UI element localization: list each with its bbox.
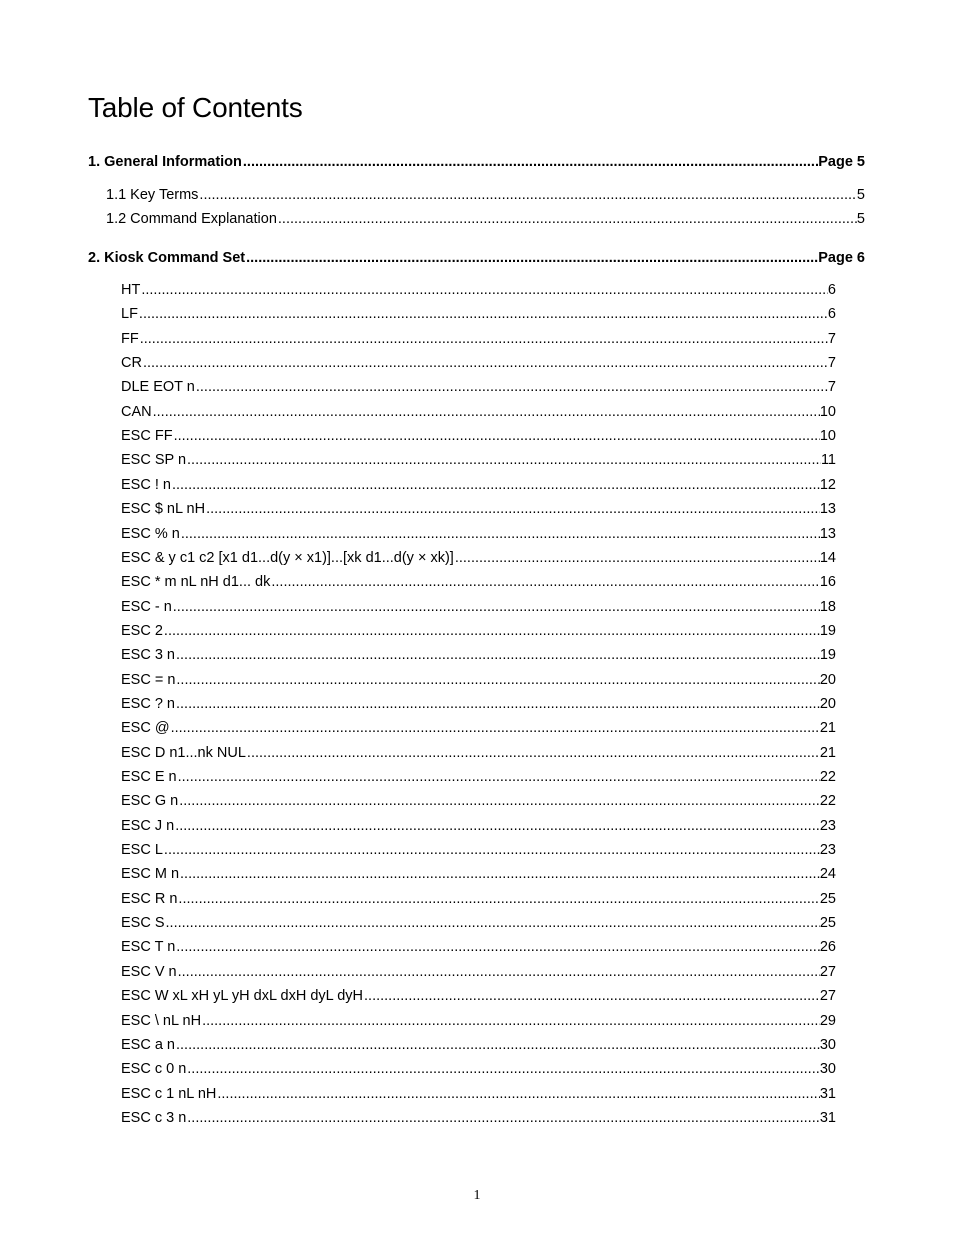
toc-entry-page: 7 [827, 355, 836, 371]
toc-entry-row[interactable] [121, 476, 836, 494]
toc-entry-page: 18 [819, 599, 836, 615]
toc-entry-page: 22 [819, 793, 836, 809]
toc-entry-page: 6 [827, 306, 836, 322]
toc-entry-label: ESC % n [121, 526, 180, 542]
toc-entry-label: CAN [121, 404, 152, 420]
toc-entry-page: 30 [819, 1061, 836, 1077]
toc-entry-page: 27 [819, 988, 836, 1004]
toc-section-page: Page 6 [818, 250, 865, 266]
leader-dots [171, 476, 820, 494]
leader-dots [186, 1060, 820, 1078]
leader-dots [198, 186, 857, 204]
toc-entry-page: 20 [819, 672, 836, 688]
leader-dots [245, 249, 818, 267]
toc-entry-page: 19 [819, 623, 836, 639]
leader-dots [172, 598, 820, 616]
toc-entry-label: ESC S [121, 915, 165, 931]
leader-dots [454, 549, 820, 567]
toc-entry-row[interactable] [121, 573, 836, 591]
leader-dots [205, 500, 820, 518]
toc-entry-page: 14 [819, 550, 836, 566]
toc-entry-row[interactable] [121, 914, 836, 932]
leader-dots [175, 695, 820, 713]
toc-entry-label: ESC a n [121, 1037, 175, 1053]
toc-entry-label: ESC T n [121, 939, 176, 955]
page-title: Table of Contents [88, 92, 303, 123]
toc-entry-label: ESC SP n [121, 452, 187, 468]
toc-entry-row[interactable] [121, 646, 836, 664]
leader-dots [186, 451, 821, 469]
leader-dots [174, 817, 820, 835]
leader-dots [201, 1012, 820, 1030]
toc-entry-row[interactable] [121, 719, 836, 737]
toc-entry-label: ESC @ [121, 720, 170, 736]
toc-entry-page: 11 [820, 452, 836, 468]
toc-entry-row[interactable] [121, 817, 836, 835]
leader-dots [277, 210, 857, 228]
toc-entry-page: 26 [819, 939, 836, 955]
leader-dots [170, 719, 820, 737]
leader-dots [177, 963, 820, 981]
toc-entry-page: 13 [819, 501, 836, 517]
toc-entry-row[interactable] [121, 1012, 836, 1030]
toc-entry-label: ESC E n [121, 769, 177, 785]
toc-entry-page: 25 [819, 891, 836, 907]
toc-entry-label: ESC c 3 n [121, 1110, 187, 1126]
toc-entry-page: 13 [819, 526, 836, 542]
toc-entry-label: ESC * m nL nH d1... dk [121, 574, 271, 590]
toc-entry-page: 5 [856, 211, 865, 227]
toc-entry-row[interactable] [121, 403, 836, 421]
toc-entry-row[interactable] [121, 865, 836, 883]
toc-entry-label: 1.2 Command Explanation [106, 211, 277, 227]
leader-dots [163, 622, 820, 640]
leader-dots [139, 330, 828, 348]
toc-entry-label: ESC 3 n [121, 647, 175, 663]
toc-entry-label: ESC & y c1 c2 [x1 d1...d(y × x1)]...[xk d1...d(y × xk)] [121, 550, 454, 566]
page-number: 1 [473, 1188, 481, 1203]
leader-dots [175, 671, 819, 689]
leader-dots [179, 865, 820, 883]
leader-dots [216, 1085, 819, 1103]
toc-section-page: Page 5 [818, 154, 865, 170]
toc-entry-label: ESC $ nL nH [121, 501, 206, 517]
leader-dots [178, 792, 820, 810]
leader-dots [242, 153, 818, 171]
toc-entry-label: ESC G n [121, 793, 179, 809]
toc-entry-row[interactable] [106, 210, 865, 228]
leader-dots [175, 938, 820, 956]
leader-dots [270, 573, 819, 591]
leader-dots [142, 354, 828, 372]
toc-entry-row[interactable] [121, 525, 836, 543]
toc-entry-page: 10 [819, 428, 836, 444]
toc-entry-label: ESC - n [121, 599, 172, 615]
toc-entry-row[interactable] [121, 938, 836, 956]
toc-entry-label: ESC R n [121, 891, 178, 907]
toc-entry-row[interactable] [121, 987, 836, 1005]
toc-entry-label: ESC D n1...nk NUL [121, 745, 246, 761]
toc-entry-page: 30 [819, 1037, 836, 1053]
leader-dots [175, 1036, 820, 1054]
toc-entry-page: 7 [827, 379, 836, 395]
toc-entry-row[interactable] [121, 963, 836, 981]
toc-entry-page: 7 [827, 331, 836, 347]
toc-entry-label: CR [121, 355, 142, 371]
toc-entry-label: ESC ! n [121, 477, 171, 493]
leader-dots [173, 427, 820, 445]
toc-entry-label: ESC 2 [121, 623, 163, 639]
toc-section-row[interactable] [88, 153, 865, 171]
leader-dots [175, 646, 820, 664]
toc-entry-page: 5 [856, 187, 865, 203]
toc-entry-row[interactable] [121, 500, 836, 518]
toc-entry-page: 21 [819, 745, 836, 761]
toc-entry-page: 23 [819, 818, 836, 834]
toc-entry-label: ESC V n [121, 964, 177, 980]
toc-entry-row[interactable] [121, 1109, 836, 1127]
toc-entry-label: LF [121, 306, 138, 322]
leader-dots [363, 987, 820, 1005]
leader-dots [163, 841, 820, 859]
toc-entry-row[interactable] [121, 330, 836, 348]
leader-dots [177, 890, 819, 908]
toc-entry-page: 22 [819, 769, 836, 785]
toc-entry-label: ESC ? n [121, 696, 175, 712]
toc-section-label: 2. Kiosk Command Set [88, 250, 246, 266]
toc-entry-label: ESC \ nL nH [121, 1013, 202, 1029]
toc-entry-row[interactable] [121, 841, 836, 859]
toc-entry-row[interactable] [121, 427, 836, 445]
toc-entry-page: 19 [819, 647, 836, 663]
toc-section-row[interactable] [88, 249, 865, 267]
toc-entry-label: ESC c 0 n [121, 1061, 187, 1077]
toc-entry-page: 25 [819, 915, 836, 931]
toc-entry-label: ESC M n [121, 866, 180, 882]
toc-entry-page: 20 [819, 696, 836, 712]
leader-dots [152, 403, 820, 421]
leader-dots [140, 281, 828, 299]
toc-entry-page: 31 [819, 1086, 836, 1102]
leader-dots [177, 768, 820, 786]
toc-entry-page: 29 [819, 1013, 836, 1029]
toc-entry-row[interactable] [121, 1085, 836, 1103]
toc-entry-label: FF [121, 331, 139, 347]
leader-dots [138, 305, 828, 323]
toc-entry-label: ESC L [121, 842, 163, 858]
toc-entry-label: 1.1 Key Terms [106, 187, 199, 203]
toc-entry-row[interactable] [121, 1036, 836, 1054]
toc-entry-page: 12 [819, 477, 836, 493]
toc-entry-page: 10 [819, 404, 836, 420]
toc-entry-row[interactable] [121, 598, 836, 616]
toc-entry-row[interactable] [121, 792, 836, 810]
toc-entry-row[interactable] [121, 890, 836, 908]
leader-dots [180, 525, 820, 543]
toc-entry-page: 23 [819, 842, 836, 858]
toc-entry-row[interactable] [121, 305, 836, 323]
leader-dots [186, 1109, 820, 1127]
toc-entry-label: ESC W xL xH yL yH dxL dxH dyL dyH [121, 988, 364, 1004]
leader-dots [195, 378, 828, 396]
toc-entry-page: 21 [819, 720, 836, 736]
toc-entry-page: 27 [819, 964, 836, 980]
toc-entry-row[interactable] [121, 768, 836, 786]
toc-entry-row[interactable] [121, 744, 836, 762]
toc-entry-row[interactable] [121, 549, 836, 567]
toc-entry-row[interactable] [106, 186, 865, 204]
toc-entry-label: HT [121, 282, 141, 298]
toc-entry-row[interactable] [121, 451, 836, 469]
toc-entry-label: ESC = n [121, 672, 176, 688]
leader-dots [165, 914, 820, 932]
toc-entry-row[interactable] [121, 695, 836, 713]
leader-dots [246, 744, 820, 762]
toc-entry-label: ESC c 1 nL nH [121, 1086, 217, 1102]
toc-entry-row[interactable] [121, 622, 836, 640]
toc-entry-page: 16 [819, 574, 836, 590]
toc-entry-row[interactable] [121, 354, 836, 372]
toc-entry-page: 24 [819, 866, 836, 882]
toc-section-label: 1. General Information [88, 154, 242, 170]
toc-entry-row[interactable] [121, 1060, 836, 1078]
toc-entry-page: 6 [827, 282, 836, 298]
toc-entry-row[interactable] [121, 671, 836, 689]
toc-entry-label: ESC FF [121, 428, 173, 444]
toc-entry-label: DLE EOT n [121, 379, 195, 395]
toc-entry-page: 31 [819, 1110, 836, 1126]
toc-entry-row[interactable] [121, 281, 836, 299]
toc-entry-label: ESC J n [121, 818, 175, 834]
toc-entry-row[interactable] [121, 378, 836, 396]
